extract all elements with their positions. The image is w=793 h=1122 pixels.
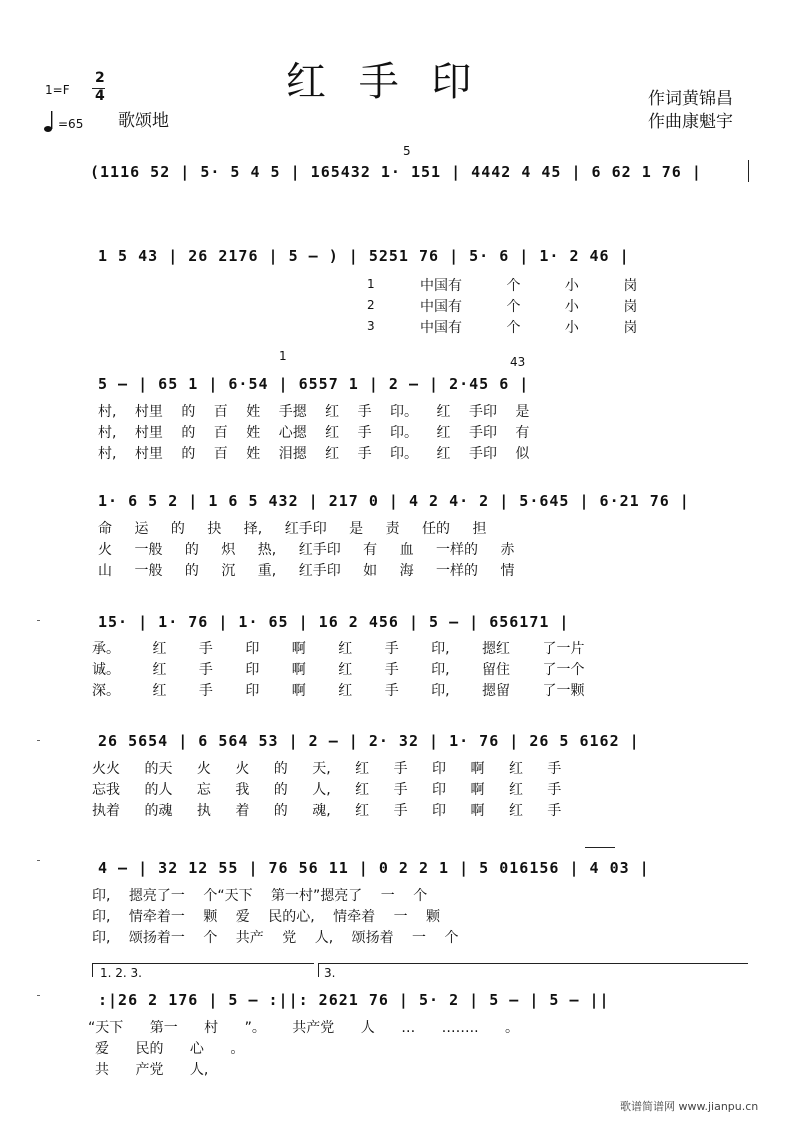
composer-credit: 作曲康魁宇 xyxy=(648,112,733,132)
lyric-line: 共 产党 人, xyxy=(95,1062,209,1078)
lyric-line: 印, 情牵着一 颗 爱 民的心, 情牵着 一 颗 xyxy=(92,909,441,925)
song-title: 红 手 印 xyxy=(286,59,482,105)
grace-note: 43 xyxy=(510,355,526,369)
ending-bracket-2-edge xyxy=(318,963,319,977)
margin-tick xyxy=(37,860,40,861)
quarter-note-icon xyxy=(44,111,56,137)
expression-mark: 歌颂地 xyxy=(118,111,169,131)
ending-bracket-1 xyxy=(92,963,314,964)
time-signature-bottom: 4 xyxy=(95,88,105,104)
watermark: 歌谱简谱网 www.jianpu.cn xyxy=(620,1100,759,1113)
notation-line-3: 5 — | 65 1 | 6·54 | 6557 1 | 2 — | 2·45 6 | xyxy=(98,375,530,393)
notation-line-6: 26 5654 | 6 564 53 | 2 — | 2· 32 | 1· 76 | 26 5 6162 | xyxy=(98,732,640,750)
ending-label-2: 3. xyxy=(324,966,336,980)
lyric-line: 忘我 的人 忘 我 的 人, 红 手 印 啊 红 手 xyxy=(92,782,562,798)
lyricist-credit: 作词黄锦昌 xyxy=(648,89,733,109)
lyric-line: 诚。 红 手 印 啊 红 手 印, 留住 了一个 xyxy=(92,662,585,678)
lyric-line: 印, 颂扬着一 个 共产 党 人, 颂扬着 一 个 xyxy=(92,930,459,946)
lyric-line: 村, 村里 的 百 姓 心摁 红 手 印。 红 手印 有 xyxy=(98,425,530,441)
notation-line-2: 1 5 43 | 26 2176 | 5 — ) | 5251 76 | 5· 6 | 1· 2 46 | xyxy=(98,247,630,265)
notation-line-5: 15· | 1· 76 | 1· 65 | 16 2 456 | 5 — | 656171 | xyxy=(98,613,570,631)
grace-note: 1 xyxy=(279,349,287,363)
lyric-line: 印, 摁亮了一 个“天下 第一村”摁亮了 一 个 xyxy=(92,888,428,904)
ending-bracket-1-edge xyxy=(92,963,93,977)
lyric-line: 火 一般 的 炽 热, 红手印 有 血 一样的 赤 xyxy=(98,542,515,558)
key-signature: 1=F xyxy=(45,83,70,97)
verse-number: 1 xyxy=(367,277,375,291)
margin-tick xyxy=(37,740,40,741)
lyric-line: 中国有 个 小 岗 xyxy=(420,320,638,336)
notation-line-1: (1116 52 | 5· 5 4 5 | 165432 1· 151 | 4442 4 45 | 6 62 1 76 | xyxy=(90,163,702,181)
notation-line-8: :|26 2 176 | 5 — :||: 2621 76 | 5· 2 | 5 — | 5 — || xyxy=(98,991,610,1009)
lyric-line: 命 运 的 抉 择, 红手印 是 责 任的 担 xyxy=(98,521,487,537)
ending-label-1: 1. 2. 3. xyxy=(100,966,142,980)
lyric-line: 火火 的天 火 火 的 天, 红 手 印 啊 红 手 xyxy=(92,761,562,777)
margin-tick xyxy=(37,620,40,621)
lyric-line: 执着 的魂 执 着 的 魂, 红 手 印 啊 红 手 xyxy=(92,803,562,819)
lyric-line: 爱 民的 心 。 xyxy=(95,1041,245,1057)
tempo-marking: =65 xyxy=(58,117,84,131)
lyric-line: 山 一般 的 沉 重, 红手印 如 海 一样的 情 xyxy=(98,563,515,579)
barline xyxy=(748,160,749,182)
time-signature-top: 2 xyxy=(95,70,105,86)
lyric-line: 承。 红 手 印 啊 红 手 印, 摁红 了一片 xyxy=(92,641,585,657)
ending-bracket-2 xyxy=(318,963,748,964)
lyric-line: “天下 第一 村 ”。 共产党 人 … …….. 。 xyxy=(88,1020,520,1036)
notation-line-4: 1· 6 5 2 | 1 6 5 432 | 217 0 | 4 2 4· 2 | 5·645 | 6·21 76 | xyxy=(98,492,690,510)
margin-tick xyxy=(37,995,40,996)
lyric-line: 中国有 个 小 岗 xyxy=(420,299,638,315)
lyric-line: 村, 村里 的 百 姓 手摁 红 手 印。 红 手印 是 xyxy=(98,404,530,420)
lyric-line: 中国有 个 小 岗 xyxy=(420,278,638,294)
verse-number: 2 xyxy=(367,298,375,312)
ledger-line xyxy=(585,847,615,848)
grace-note: 5 xyxy=(403,144,411,158)
lyric-line: 深。 红 手 印 啊 红 手 印, 摁留 了一颗 xyxy=(92,683,585,699)
verse-number: 3 xyxy=(367,319,375,333)
notation-line-7: 4 — | 32 12 55 | 76 56 11 | 0 2 2 1 | 5 016156 | 4 03 | xyxy=(98,859,650,877)
lyric-line: 村, 村里 的 百 姓 泪摁 红 手 印。 红 手印 似 xyxy=(98,446,530,462)
